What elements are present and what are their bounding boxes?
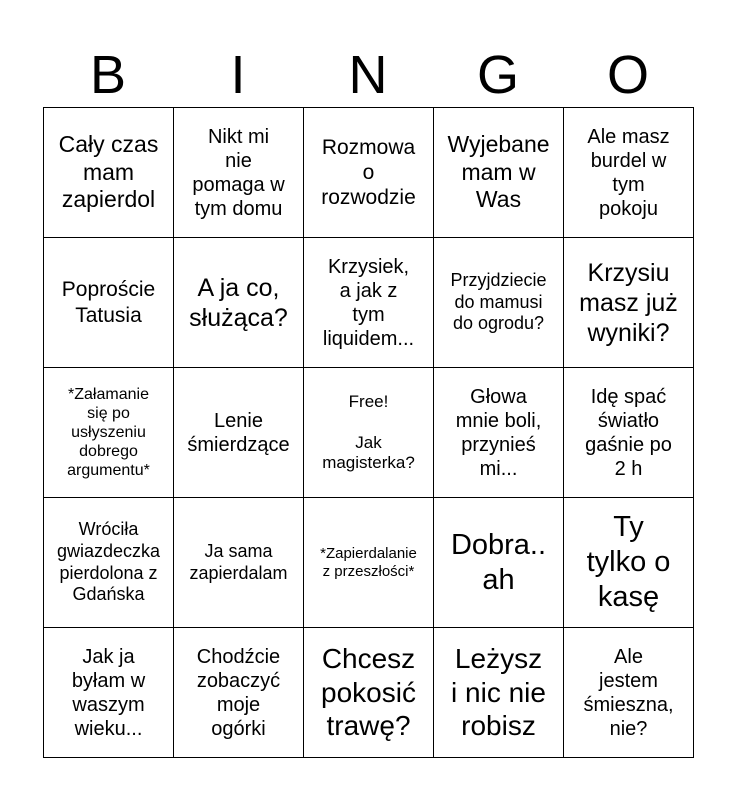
bingo-cell: Lenie śmierdzące <box>174 368 304 498</box>
bingo-cell: Krzysiu masz już wyniki? <box>564 238 694 368</box>
bingo-cell: A ja co, służąca? <box>174 238 304 368</box>
bingo-cell: Ty tylko o kasę <box>564 498 694 628</box>
free-cell: Free! Jak magisterka? <box>304 368 434 498</box>
header-letter-o: O <box>606 45 649 105</box>
bingo-cell: Ale masz burdel w tym pokoju <box>564 108 694 238</box>
bingo-cell: Chcesz pokosić trawę? <box>304 628 434 758</box>
header-letter-b: B <box>89 45 127 105</box>
header-letter-n: N <box>348 45 388 105</box>
bingo-cell: *Załamanie się po usłyszeniu dobrego argumentu* <box>44 368 174 498</box>
bingo-cell: Chodźcie zobaczyć moje ogórki <box>174 628 304 758</box>
bingo-cell: Idę spać światło gaśnie po 2 h <box>564 368 694 498</box>
bingo-cell: Nikt mi nie pomaga w tym domu <box>174 108 304 238</box>
grid-row <box>44 368 694 498</box>
bingo-cell: Dobra.. ah <box>434 498 564 628</box>
bingo-grid <box>43 107 694 758</box>
grid-row <box>44 628 694 758</box>
bingo-cell: Cały czas mam zapierdol <box>44 108 174 238</box>
bingo-cell: Rozmowa o rozwodzie <box>304 108 434 238</box>
grid-row <box>44 238 694 368</box>
bingo-header <box>43 44 693 106</box>
bingo-cell: Poproście Tatusia <box>44 238 174 368</box>
bingo-cell: *Zapierdalanie z przeszłości* <box>304 498 434 628</box>
bingo-cell: Wróciła gwiazdeczka pierdolona z Gdańska <box>44 498 174 628</box>
bingo-cell: Leżysz i nic nie robisz <box>434 628 564 758</box>
bingo-cell: Głowa mnie boli, przynieś mi... <box>434 368 564 498</box>
bingo-cell: Przyjdziecie do mamusi do ogrodu? <box>434 238 564 368</box>
header-letter-g: G <box>476 45 519 105</box>
bingo-cell: Wyjebane mam w Was <box>434 108 564 238</box>
bingo-cell: Krzysiek, a jak z tym liquidem... <box>304 238 434 368</box>
bingo-cell: Ja sama zapierdalam <box>174 498 304 628</box>
bingo-cell: Ale jestem śmieszna, nie? <box>564 628 694 758</box>
grid-row <box>44 108 694 238</box>
grid-row <box>44 498 694 628</box>
header-letter-i: I <box>230 45 246 105</box>
bingo-cell: Jak ja byłam w waszym wieku... <box>44 628 174 758</box>
